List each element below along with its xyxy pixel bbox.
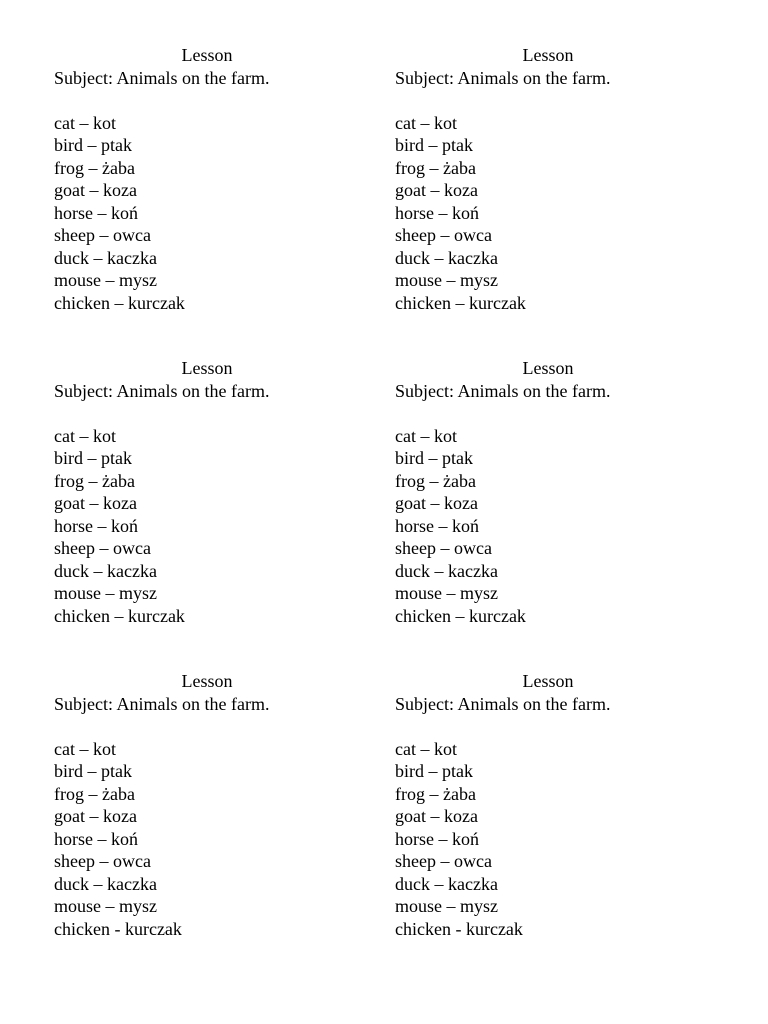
vocabulary-item: duck – kaczka bbox=[54, 873, 157, 894]
lesson-card bbox=[395, 357, 701, 627]
lesson-heading: Lesson bbox=[181, 358, 233, 378]
vocabulary-item: duck – kaczka bbox=[395, 873, 498, 894]
vocabulary-item: chicken - kurczak bbox=[395, 918, 523, 939]
vocabulary-item: bird – ptak bbox=[395, 135, 473, 155]
vocabulary-item: mouse – mysz bbox=[395, 583, 498, 603]
vocabulary-list bbox=[395, 112, 701, 315]
lesson-heading: Lesson bbox=[522, 358, 574, 378]
lesson-subject: Subject: Animals on the farm. bbox=[395, 693, 611, 714]
vocabulary-item: bird – ptak bbox=[54, 135, 132, 155]
vocabulary-item: cat – kot bbox=[395, 112, 457, 133]
lesson-card bbox=[395, 44, 701, 314]
vocabulary-item: sheep – owca bbox=[54, 225, 151, 245]
vocabulary-item: mouse – mysz bbox=[54, 896, 157, 916]
vocabulary-item: duck – kaczka bbox=[54, 560, 157, 581]
vocabulary-item: goat – koza bbox=[54, 493, 137, 513]
vocabulary-item: frog – żaba bbox=[54, 783, 135, 804]
vocabulary-item: chicken – kurczak bbox=[54, 292, 185, 313]
vocabulary-item: cat – kot bbox=[395, 425, 457, 446]
vocabulary-item: horse – koń bbox=[54, 202, 138, 223]
vocabulary-item: sheep – owca bbox=[395, 538, 492, 558]
vocabulary-item: mouse – mysz bbox=[54, 270, 157, 290]
vocabulary-item: chicken - kurczak bbox=[54, 918, 182, 939]
vocabulary-item: duck – kaczka bbox=[395, 247, 498, 268]
vocabulary-list bbox=[54, 738, 360, 941]
lesson-card bbox=[54, 357, 360, 627]
lesson-heading: Lesson bbox=[181, 671, 233, 691]
lesson-subject: Subject: Animals on the farm. bbox=[54, 67, 270, 88]
lesson-subject: Subject: Animals on the farm. bbox=[54, 380, 270, 401]
vocabulary-item: frog – żaba bbox=[54, 157, 135, 178]
vocabulary-item: cat – kot bbox=[54, 112, 116, 133]
vocabulary-list bbox=[395, 738, 701, 941]
vocabulary-item: horse – koń bbox=[395, 828, 479, 849]
vocabulary-item: bird – ptak bbox=[395, 448, 473, 468]
vocabulary-item: sheep – owca bbox=[54, 538, 151, 558]
vocabulary-item: cat – kot bbox=[54, 738, 116, 759]
vocabulary-item: cat – kot bbox=[54, 425, 116, 446]
vocabulary-item: horse – koń bbox=[54, 515, 138, 536]
vocabulary-item: horse – koń bbox=[395, 202, 479, 223]
lesson-subject: Subject: Animals on the farm. bbox=[54, 693, 270, 714]
vocabulary-item: chicken – kurczak bbox=[54, 605, 185, 626]
vocabulary-item: frog – żaba bbox=[395, 157, 476, 178]
vocabulary-item: horse – koń bbox=[54, 828, 138, 849]
lesson-card bbox=[54, 670, 360, 940]
vocabulary-item: frog – żaba bbox=[395, 470, 476, 491]
vocabulary-item: chicken – kurczak bbox=[395, 292, 526, 313]
vocabulary-item: mouse – mysz bbox=[395, 270, 498, 290]
vocabulary-list bbox=[54, 425, 360, 628]
vocabulary-item: goat – koza bbox=[395, 493, 478, 513]
lesson-card bbox=[54, 44, 360, 314]
vocabulary-item: horse – koń bbox=[395, 515, 479, 536]
lesson-heading: Lesson bbox=[181, 45, 233, 65]
vocabulary-item: bird – ptak bbox=[54, 448, 132, 468]
vocabulary-item: goat – koza bbox=[54, 180, 137, 200]
lesson-heading: Lesson bbox=[522, 45, 574, 65]
vocabulary-item: duck – kaczka bbox=[395, 560, 498, 581]
vocabulary-item: sheep – owca bbox=[395, 851, 492, 871]
vocabulary-item: goat – koza bbox=[395, 180, 478, 200]
vocabulary-item: bird – ptak bbox=[54, 761, 132, 781]
vocabulary-item: bird – ptak bbox=[395, 761, 473, 781]
lesson-heading: Lesson bbox=[522, 671, 574, 691]
vocabulary-list bbox=[395, 425, 701, 628]
lesson-card bbox=[395, 670, 701, 940]
vocabulary-item: chicken – kurczak bbox=[395, 605, 526, 626]
vocabulary-item: duck – kaczka bbox=[54, 247, 157, 268]
vocabulary-item: frog – żaba bbox=[395, 783, 476, 804]
vocabulary-item: frog – żaba bbox=[54, 470, 135, 491]
lesson-subject: Subject: Animals on the farm. bbox=[395, 67, 611, 88]
vocabulary-item: cat – kot bbox=[395, 738, 457, 759]
vocabulary-item: sheep – owca bbox=[395, 225, 492, 245]
vocabulary-item: mouse – mysz bbox=[395, 896, 498, 916]
vocabulary-item: goat – koza bbox=[395, 806, 478, 826]
vocabulary-list bbox=[54, 112, 360, 315]
lesson-subject: Subject: Animals on the farm. bbox=[395, 380, 611, 401]
vocabulary-item: sheep – owca bbox=[54, 851, 151, 871]
vocabulary-item: goat – koza bbox=[54, 806, 137, 826]
vocabulary-item: mouse – mysz bbox=[54, 583, 157, 603]
